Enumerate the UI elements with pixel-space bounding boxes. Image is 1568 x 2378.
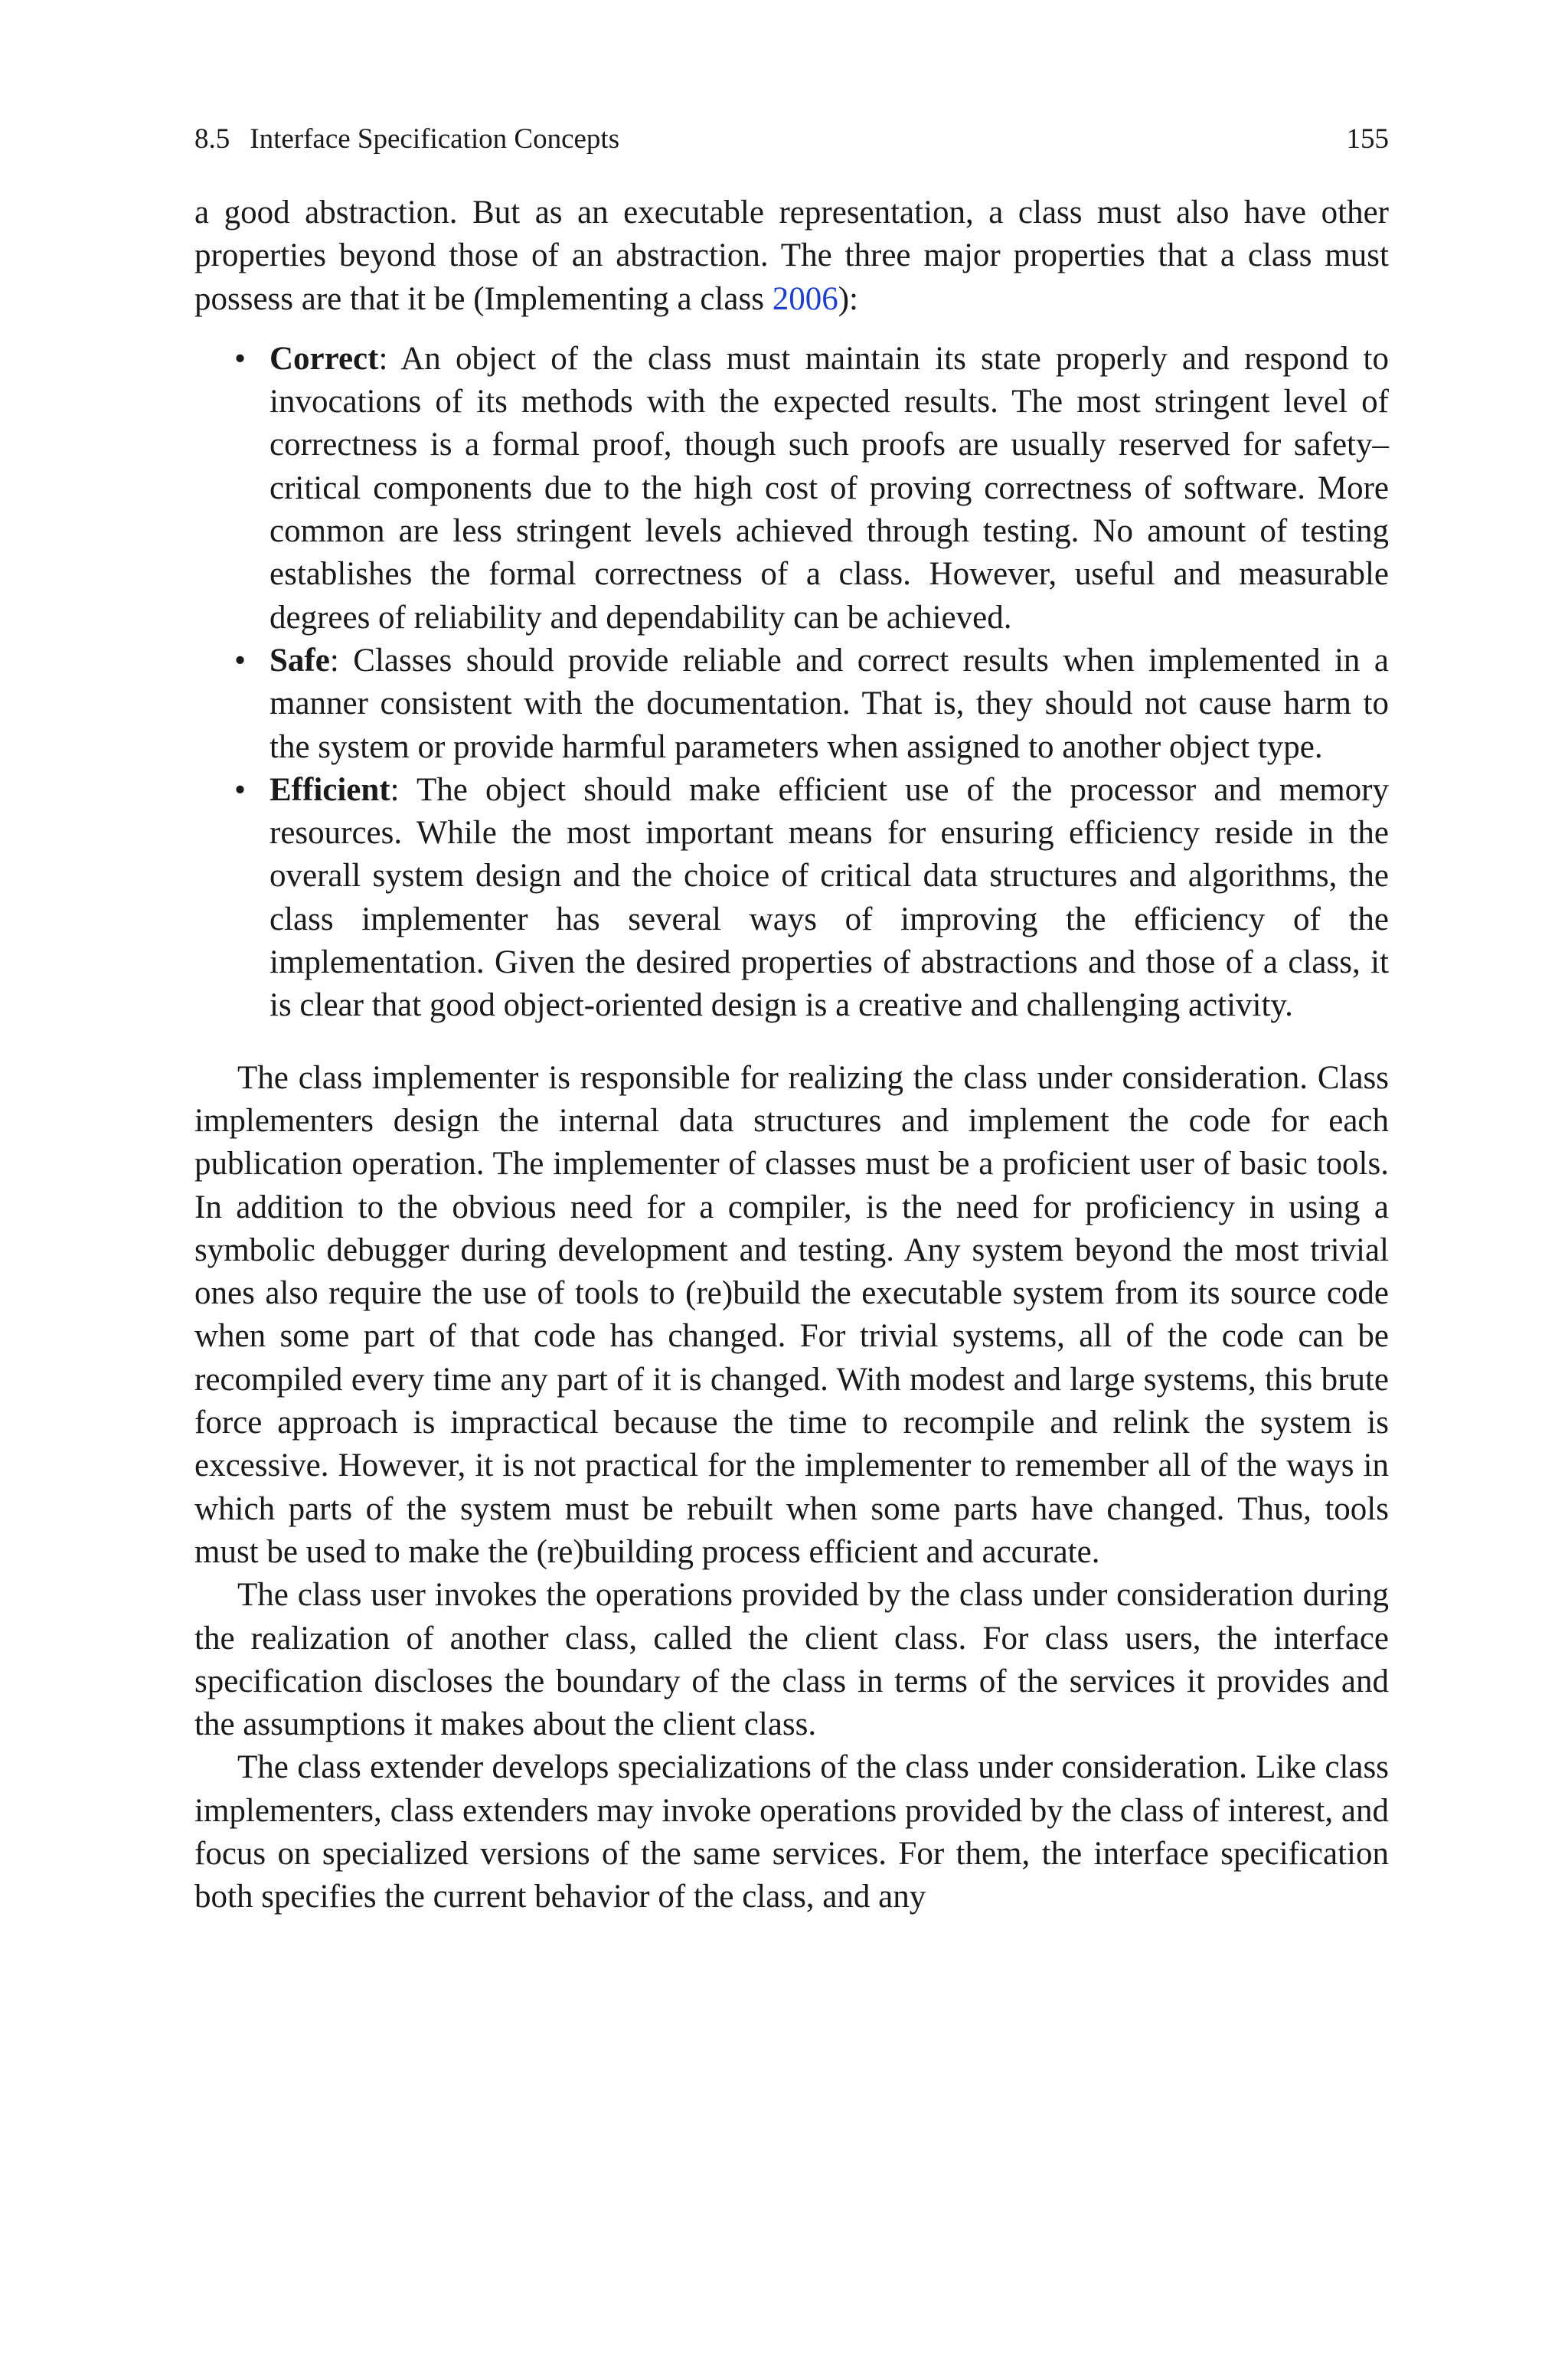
property-term: Correct (270, 340, 379, 377)
property-description: : Classes should provide reliable and correct results when implemented in a manner consistent with the documentation. That is, they should not cause harm to the system or provide harmful parameters when assigned to another object type. (270, 642, 1389, 765)
bullet-icon: • (234, 642, 247, 679)
paragraph-class-implementer: The class implementer is responsible for realizing the class under consideration. Class implementers design the internal data structures and implement the code for each publication operation. The implementer of classes must be a proficient user of basic tools. In addition to the obvious need for a compiler, is the need for proficiency in using a symbolic debugger during development and testing. Any system beyond the most trivial ones also require the use of tools to (re)build the executable system from its source code when some part of that code has changed. For trivial systems, all of the code can be recompiled every time any part of it is changed. With modest and large systems, this brute force approach is impractical because the time to recompile and relink the system is excessive. However, it is not practical for the implementer to remember all of the ways in which parts of the system must be rebuilt when some parts have changed. Thus, tools must be used to make the (re)building process efficient and accurate. (194, 1059, 1389, 1570)
book-page (194, 123, 1389, 1919)
bullet-icon: • (234, 340, 247, 377)
property-term: Efficient (270, 771, 390, 808)
paragraph-class-extender: The class extender develops specializations of the class under consideration. Like class implementers, class extenders may invoke operations provided by the class of interest, and focus on specialized versions of the same services. For them, the interface specification both specifies the current behavior of the class, and any (194, 1749, 1389, 1915)
intro-text: a good abstraction. But as an executable representation, a class must also have other properties beyond those of an abstraction. The three major properties that a class must possess are that it be (Implementing a class (194, 195, 1389, 317)
citation-link[interactable]: 2006 (772, 280, 838, 317)
intro-text-end: ): (838, 280, 858, 317)
property-description: : The object should make efficient use of the processor and memory resources. While the most important means for ensuring efficiency reside in the overall system design and the choice of critical data structures and algorithms, the class implementer has several ways of improving the efficiency of the implementation. Given the desired properties of abstractions and those of a class, it is clear that good object-oriented design is a creative and challenging activity. (270, 771, 1389, 1024)
paragraph-class-user: The class user invokes the operations provided by the class under consideration during the realization of another class, called the client class. For class users, the interface specification discloses the boundary of the class in terms of the services it provides and the assumptions it makes about the client class. (194, 1577, 1389, 1743)
list-item-correct (194, 338, 1389, 639)
running-head-section (194, 123, 619, 156)
section-number: 8.5 (194, 123, 230, 155)
class-properties-list (194, 338, 1389, 1028)
running-head (194, 123, 1389, 156)
property-description: : An object of the class must maintain its state properly and respond to invocations of its methods with the expected results. The most stringent level of correctness is a formal proof, though such proofs are usually reserved for safety–critical components due to the high cost of proving correctness of software. More common are less stringent levels achieved through testing. No amount of testing establishes the formal correctness of a class. However, useful and measurable degrees of reliability and dependability can be achieved. (270, 340, 1389, 636)
section-title: Interface Specification Concepts (250, 123, 620, 155)
bullet-icon: • (234, 771, 247, 808)
page-number: 155 (1346, 123, 1389, 155)
list-item-safe (194, 639, 1389, 769)
list-item-efficient (194, 769, 1389, 1028)
section-gap (194, 1045, 1389, 1057)
property-term: Safe (270, 642, 330, 679)
intro-paragraph (194, 191, 1389, 321)
